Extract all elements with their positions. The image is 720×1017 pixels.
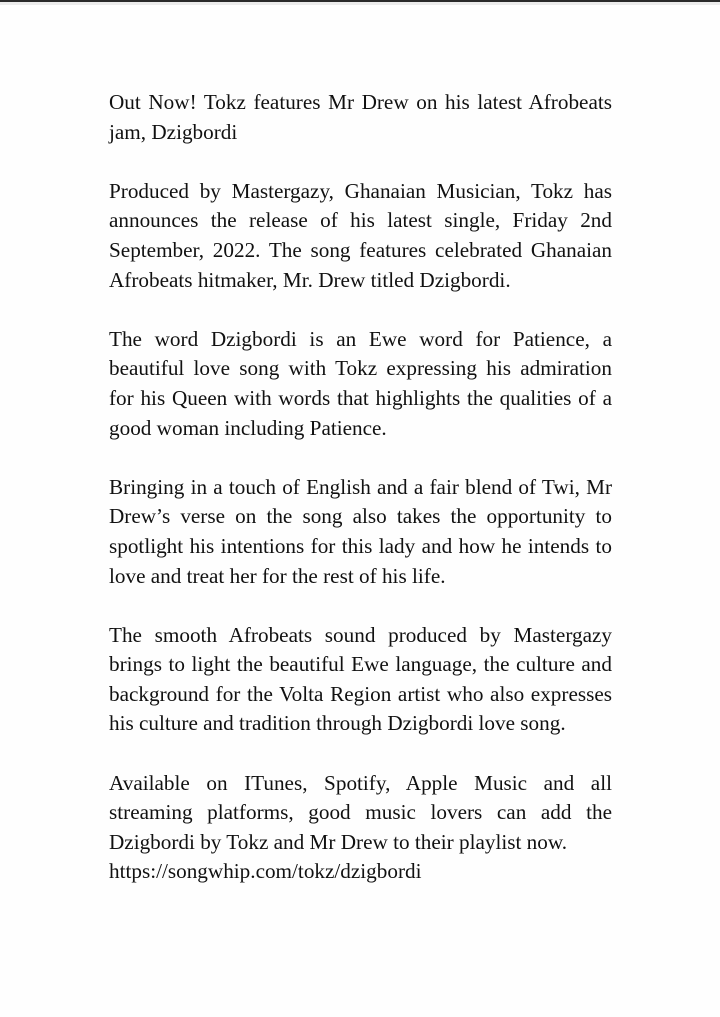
songwhip-link[interactable]: https://songwhip.com/tokz/dzigbordi <box>109 859 422 884</box>
document-body <box>109 88 612 887</box>
paragraph-2: The word Dzigbordi is an Ewe word for Patience, a beautiful love song with Tokz expressing his admiration for his Queen with words that highlights the qualities of a good woman including Patience. <box>109 326 612 440</box>
paragraph-1: Produced by Mastergazy, Ghanaian Musician, Tokz has announces the release of his latest single, Friday 2nd September, 2022. The song features celebrated Ghanaian Afrobeats hitmaker, Mr. Drew titled Dzigbordi. <box>109 178 612 292</box>
paragraph-5: Available on ITunes, Spotify, Apple Music and all streaming platforms, good music lovers can add the Dzigbordi by Tokz and Mr Drew to their playlist now. <box>109 770 612 854</box>
paragraph-4: The smooth Afrobeats sound produced by Mastergazy brings to light the beautiful Ewe language, the culture and background for the Volta Region artist who also expresses his culture and tradition through Dzigbordi love song. <box>109 622 612 736</box>
top-border-shadow <box>0 2 720 5</box>
paragraph-3: Bringing in a touch of English and a fair blend of Twi, Mr Drew’s verse on the song also takes the opportunity to spotlight his intentions for this lady and how he intends to love and treat her for the rest of his life. <box>109 474 612 588</box>
headline: Out Now! Tokz features Mr Drew on his latest Afrobeats jam, Dzigbordi <box>109 90 612 144</box>
